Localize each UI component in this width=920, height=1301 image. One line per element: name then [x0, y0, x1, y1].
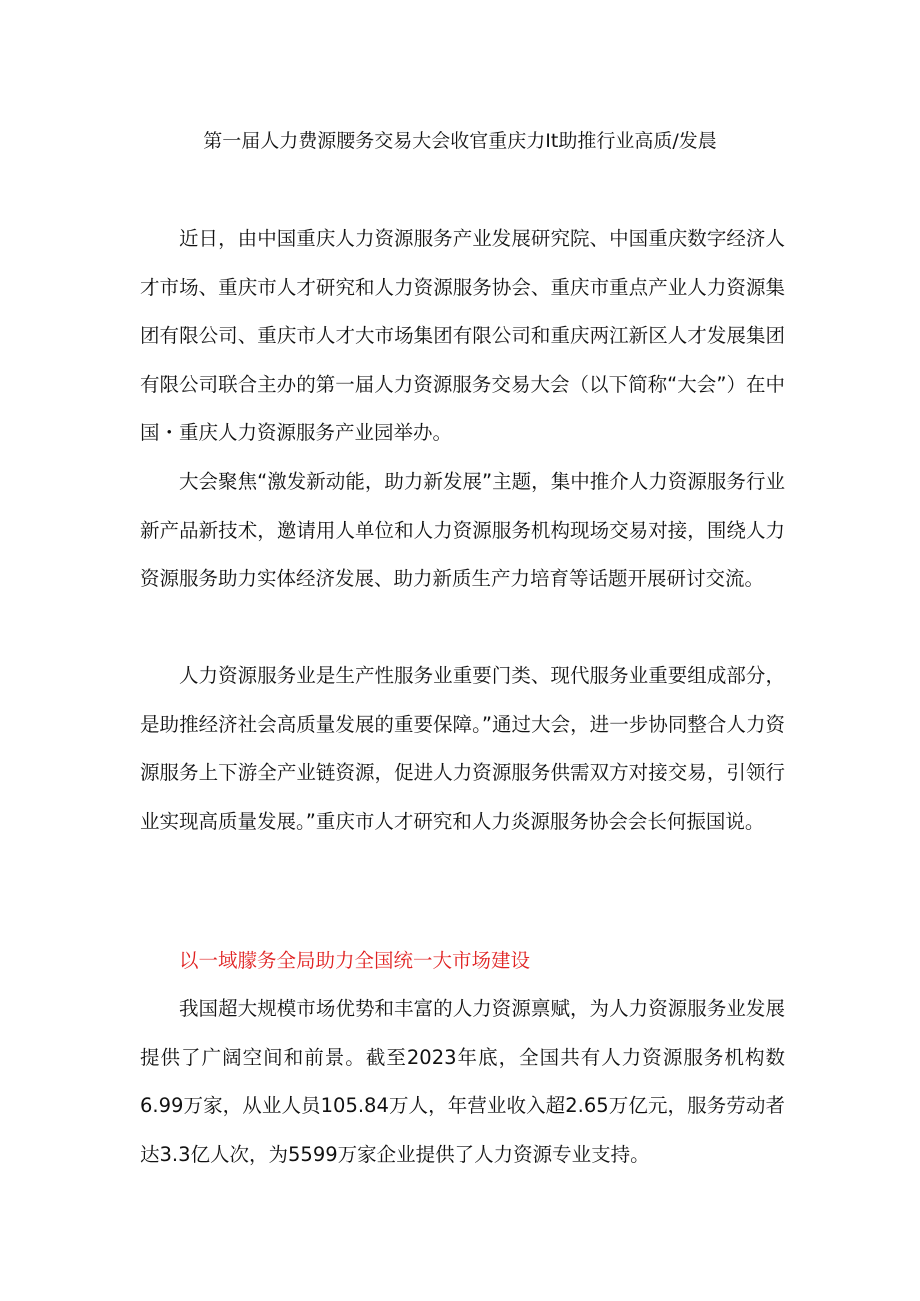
document-title: 第一届人力费源腰务交易大会收官重庆力It助推行业高质/发晨: [203, 130, 717, 152]
paragraph-quote: 人力资源服务业是生产性服务业重要门类、现代服务业重要组成部分，是助推经济社会高质量发展的重要保障。”通过大会，进一步协同整合人力资源服务上下游全产业链资源，促进人力资源服务供需双方对接交易，引领行业实现高质量发展。”重庆市人才研究和人力炎源服务协会会长何振国说。: [140, 664, 785, 833]
paragraph-intro: 近日，由中国重庆人力资源服务产业发展研究院、中国重庆数字经济人才市场、重庆市人才研究和人力资源服务协会、重庆市重点产业人力资源集团有限公司、重庆市人才大市场集团有限公司和重庆两江新区人才发展集团有限公司联合主办的第一届人力资源服务交易大会（以下简称“大会”）在中国・重庆人力资源服务产业园举办。: [140, 227, 785, 444]
section-heading: 以一域朦务全局助力全国统一大市场建设: [179, 949, 531, 972]
paragraph-statistics: 我国超大规模市场优势和丰富的人力资源禀赋，为人力资源服务业发展提供了广阔空间和前景。截至2023年底，全国共有人力资源服务机构数6.99万家，从业人员105.84万人，年营业收入超2.65万亿元，服务劳动者达3.3亿人次，为5599万家企业提供了人力资源专业支持。: [140, 997, 785, 1166]
paragraph-theme: 大会聚焦“激发新动能，助力新发展”主题，集中推介人力资源服务行业新产品新技术，邀请用人单位和人力资源服务机构现场交易对接，围绕人力资源服务助力实体经济发展、助力新质生产力培育等话题开展研讨交流。: [140, 470, 785, 590]
